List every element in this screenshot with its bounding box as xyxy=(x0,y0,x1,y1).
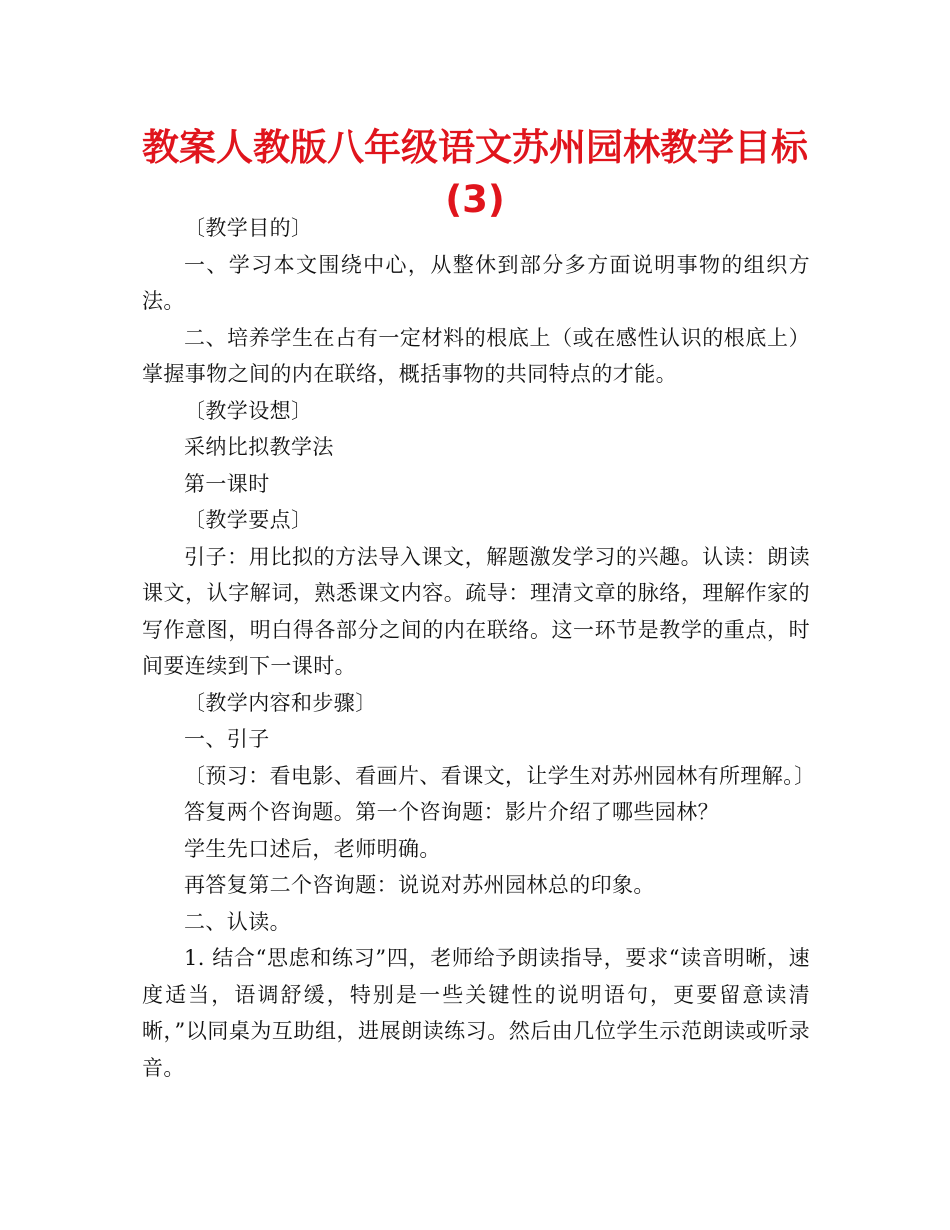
document-title: 教案人教版八年级语文苏州园林教学目标 xyxy=(142,126,808,169)
paragraph-lesson-one: 第一课时 xyxy=(184,471,270,496)
paragraph-objective-2: 二、培养学生在占有一定材料的根底上（或在感性认识的根底上）掌握事物之间的内在联络，概括事物的共同特点的才能。 xyxy=(142,325,810,386)
paragraph-objective-1: 一、学习本文围绕中心，从整休到部分多方面说明事物的组织方法。 xyxy=(142,252,810,313)
paragraph-method: 采纳比拟教学法 xyxy=(184,435,334,459)
paragraph-student-answer: 学生先口述后，老师明确。 xyxy=(184,836,441,861)
document-body xyxy=(142,210,816,1086)
paragraph-preview: 〔预习：看电影、看画片、看课文，让学生对苏州园林有所理解。〕 xyxy=(184,763,816,788)
section-heading-key-points: 〔教学要点〕 xyxy=(184,508,313,532)
section-heading-design: 〔教学设想〕 xyxy=(184,398,313,423)
paragraph-question-2: 再答复第二个咨询题：说说对苏州园林总的印象。 xyxy=(184,873,655,897)
section-heading-content-steps: 〔教学内容和步骤〕 xyxy=(184,690,377,715)
paragraph-step-intro: 一、引子 xyxy=(184,727,270,751)
paragraph-reading-guidance: 1. 结合“思虑和练习”四，老师给予朗读指导，要求“读音明晰，速度适当，语调舒缓，特别是一些关键性的说明语句，更要留意读清晰，”以同桌为互助组，进展朗读练习。然后由几位学生示范朗读或听录音。 xyxy=(142,946,810,1080)
paragraph-question-1: 答复两个咨询题。第一个咨询题：影片介绍了哪些园林？ xyxy=(184,800,719,824)
paragraph-key-points: 引子：用比拟的方法导入课文，解题激发学习的兴趣。认读：朗读课文，认字解词，熟悉课文内容。疏导：理清文章的脉络，理解作家的写作意图，明白得各部分之间的内在联络。这一环节是教学的重点，时间要连续到下一课时。 xyxy=(142,544,810,678)
paragraph-step-reading: 二、认读。 xyxy=(184,909,291,934)
section-heading-objectives: 〔教学目的〕 xyxy=(184,216,313,240)
document-title-suffix: (3) xyxy=(445,178,505,221)
